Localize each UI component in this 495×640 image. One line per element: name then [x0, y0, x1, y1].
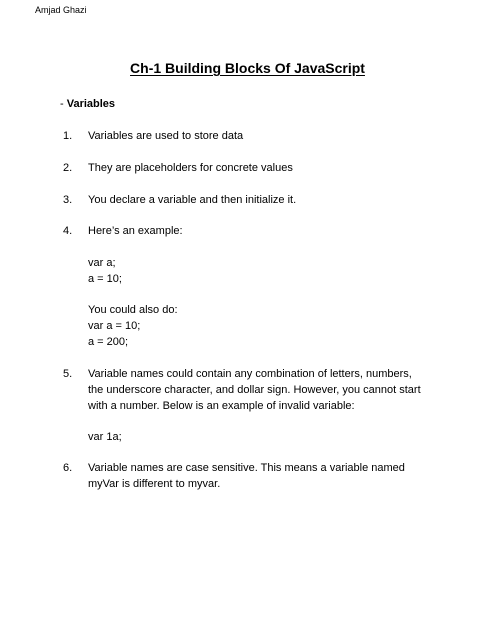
list-item-text: They are placeholders for concrete values [88, 162, 293, 174]
list-item-text: Here’s an example: [88, 225, 183, 237]
list-item-text: Variable names could contain any combination of letters, numbers, [88, 368, 412, 380]
code-line: var a; [88, 257, 116, 269]
code-line: a = 10; [88, 273, 122, 285]
list-item-number: 4. [63, 225, 73, 237]
example-label: You could also do: [88, 304, 178, 316]
code-line: var a = 10; [88, 320, 141, 332]
section-heading [60, 97, 115, 112]
list-item-text: Variable names are case sensitive. This means a variable named [88, 462, 405, 474]
list-item-number: 2. [63, 162, 73, 174]
section-heading-text: Variables [66, 98, 116, 110]
list-item-number: 3. [63, 194, 73, 206]
list-item-text: the underscore character, and dollar sign. However, you cannot start [88, 384, 421, 396]
list-item-text: with a number. Below is an example of invalid variable: [88, 400, 355, 412]
code-line: var 1a; [88, 431, 122, 443]
list-item-text: You declare a variable and then initialize it. [88, 194, 297, 206]
list-item-number: 6. [63, 462, 73, 474]
code-line: a = 200; [88, 336, 129, 348]
page-header-author: Amjad Ghazi [35, 5, 87, 15]
list-item-text: Variables are used to store data [88, 130, 244, 142]
list-item-number: 5. [63, 368, 73, 380]
section-dash: - [60, 98, 67, 110]
document-title: Ch-1 Building Blocks Of JavaScript [130, 60, 365, 76]
list-item-text: myVar is different to myvar. [88, 478, 221, 490]
list-item-number: 1. [63, 130, 73, 142]
